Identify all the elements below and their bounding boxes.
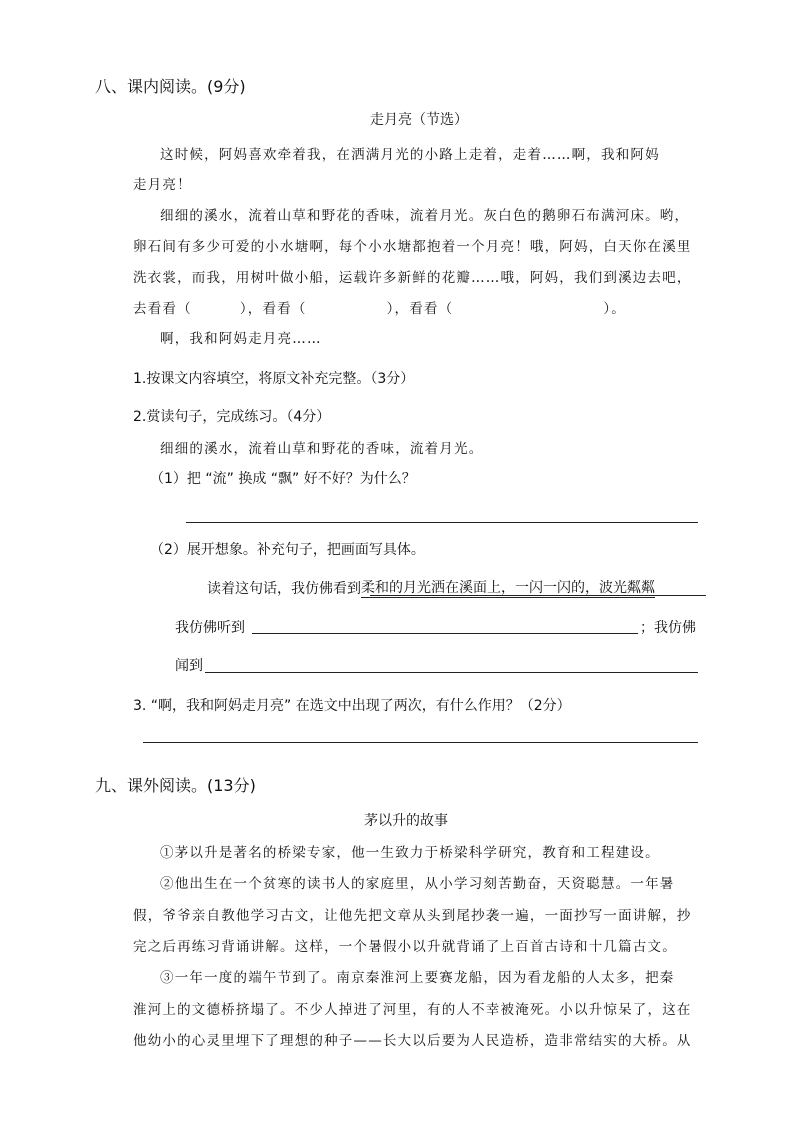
paragraph-1-text: 茅以升是著名的桥梁专家，他一生致力于桥梁科学研究，教育和工程建设。 <box>174 845 660 861</box>
passage-fill-line <box>133 297 626 317</box>
sentence-prefix: 读着这句话，我仿佛看到 <box>207 581 361 597</box>
question-2-1: （1）把 “流” 换成 “飘” 好不好？为什么？ <box>150 471 416 487</box>
question-2-sentence: 细细的溪水，流着山草和野花的香味，流着月光。 <box>160 441 484 457</box>
underlined-example: 柔和的月光洒在溪面上，一闪一闪的，波光粼粼 <box>361 577 655 598</box>
answer-line-3[interactable] <box>143 742 698 743</box>
answer-line-smell[interactable] <box>205 672 698 673</box>
question-2-2: （2）展开想象。补充句子，把画面写具体。 <box>150 542 425 558</box>
passage-title-mao-yisheng: 茅以升的故事 <box>364 813 448 829</box>
passage-title-zou-yueliang: 走月亮（节选） <box>370 112 468 128</box>
paragraph-number-2: ② <box>160 876 175 892</box>
fill-suffix: ）。 <box>603 301 626 317</box>
passage-line: 完之后再练习背诵讲解。这样，一个暑假小以升就背诵了上百首古诗和十几篇古文。 <box>133 939 677 955</box>
passage-line: 走月亮！ <box>133 177 192 193</box>
paragraph-number-1: ① <box>160 845 175 861</box>
passage-line: 假，爷爷亲自教他学习古文，让他先把文章从头到尾抄袭一遍，一面抄写一面讲解，抄 <box>133 908 692 924</box>
heard-prefix: 我仿佛听到 <box>175 620 245 636</box>
section-8-heading: 八、课内阅读。(9分) <box>95 77 246 96</box>
passage-line: 这时候，阿妈喜欢牵着我，在洒满月光的小路上走着，走着……啊，我和阿妈 <box>160 147 660 163</box>
answer-line-2-1[interactable] <box>186 522 698 523</box>
question-3: 3. “啊，我和阿妈走月亮” 在选文中出现了两次，有什么作用？（2分） <box>133 698 571 714</box>
example-underline-extension <box>370 595 706 596</box>
passage-line: 他幼小的心灵里埋下了理想的种子——长大以后要为人民造桥，造非常结实的大桥。从 <box>133 1033 692 1049</box>
paragraph-2-text: 他出生在一个贫寒的读书人的家庭里，从小学习刻苦勤奋，天资聪慧。一年暑 <box>174 876 675 892</box>
question-2: 2.赏读句子，完成练习。（4分） <box>133 409 331 425</box>
passage-line: 洗衣裳，而我，用树叶做小船，运载许多新鲜的花瓣……哦，阿妈，我们到溪边去吧， <box>133 270 692 286</box>
passage-line: 啊，我和阿妈走月亮…… <box>160 331 322 347</box>
passage-line <box>160 872 675 892</box>
paragraph-3-text: 一年一度的端午节到了。南京秦淮河上要赛龙船，因为看龙船的人太多，把秦 <box>174 970 675 986</box>
fill-prefix-1: 去看看（ <box>133 301 192 317</box>
heard-suffix: ；我仿佛 <box>640 620 696 636</box>
passage-line: 细细的溪水，流着山草和野花的香味，流着月光。灰白色的鹅卵石布满河床。哟， <box>160 208 690 224</box>
passage-line: 卵石间有多少可爱的小水塘啊，每个小水塘都抱着一个月亮！哦，阿妈，白天你在溪里 <box>133 239 692 255</box>
section-9-heading: 九、课外阅读。(13分) <box>95 776 256 795</box>
paragraph-number-3: ③ <box>160 970 175 986</box>
passage-line <box>160 966 675 986</box>
answer-line-heard[interactable] <box>252 633 638 634</box>
passage-line: 淮河上的文德桥挤塌了。不少人掉进了河里，有的人不幸被淹死。小以升惊呆了，这在 <box>133 1002 692 1018</box>
fill-prefix-3: ），看看（ <box>386 301 454 317</box>
fill-prefix-2: ），看看（ <box>239 301 307 317</box>
smell-prefix: 闻到 <box>175 658 203 674</box>
passage-line <box>160 841 660 861</box>
question-1: 1.按课文内容填空，将原文补充完整。（3分） <box>133 371 415 387</box>
